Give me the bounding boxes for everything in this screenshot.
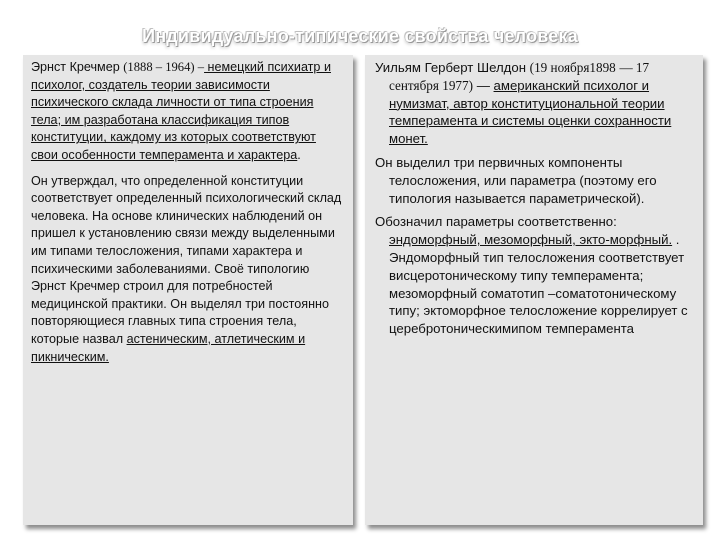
sheldon-text: [375, 59, 697, 338]
kretschmer-panel: [23, 55, 353, 525]
kretschmer-bio: [31, 59, 345, 165]
sheldon-born: (19 ноября1898: [529, 60, 616, 75]
sheldon-parameters-rest: . Эндоморфный тип телосложения соответствует висцеротоническому типу темперамента; мезоморфный соматотип –соматотоническому типу; эктоморфное телосложение коррелирует с церебротоническимипом темперамента: [389, 232, 688, 337]
kretschmer-theory: [31, 173, 345, 367]
sheldon-description: американский психолог и нумизмат, автор конституциональной теории темперамента и системы оценки сохранности монет.: [389, 77, 672, 147]
kretschmer-text: [31, 59, 345, 366]
sheldon-components: Он выделил три первичных компоненты телосложения, или параметра (поэтому его типология называется параметрической).: [375, 154, 657, 206]
kretschmer-body-types: астеническим, атлетическим и пикническим.: [31, 331, 306, 364]
kretschmer-dates: (1888 – 1964) –: [123, 60, 205, 74]
sheldon-parameters: [375, 213, 697, 338]
sheldon-died: — 17 сентября 1977): [389, 60, 650, 93]
sheldon-parameters-lead: Обозначил параметры соответственно:: [375, 214, 617, 230]
sheldon-bio: [375, 59, 697, 148]
kretschmer-description: немецкий психиатр и психолог, создатель теории зависимости психического склада личности от типа строения тела; им разработана классификация типов конституции, каждому из которых соответствуют свои особенности темперамента и характера: [31, 60, 331, 162]
kretschmer-name: Эрнст Кречмер: [31, 60, 120, 74]
kretschmer-theory-text: Он утверждал, что определенной конституции соответствует определенный психологический склад человека. На основе клинических наблюдений он пришел к установлению связи между выделенными им типами телосложения, типами характера и психическими заболеваниями. Своё типологию Эрнст Кречмер строил для потребностей медицинской практики. Он выделял три постоянно повторяющиеся главных типа строения тела, которые назвал: [31, 173, 342, 346]
sheldon-dash: —: [476, 77, 490, 93]
kretschmer-bio-end: .: [297, 147, 301, 162]
sheldon-panel: [365, 55, 703, 525]
sheldon-parameter-list: эндоморфный, мезоморфный, экто-морфный.: [389, 232, 673, 248]
page-title: Индивидуально-типические свойства человека: [142, 26, 578, 46]
sheldon-name: Уильям Герберт Шелдон: [375, 60, 526, 75]
